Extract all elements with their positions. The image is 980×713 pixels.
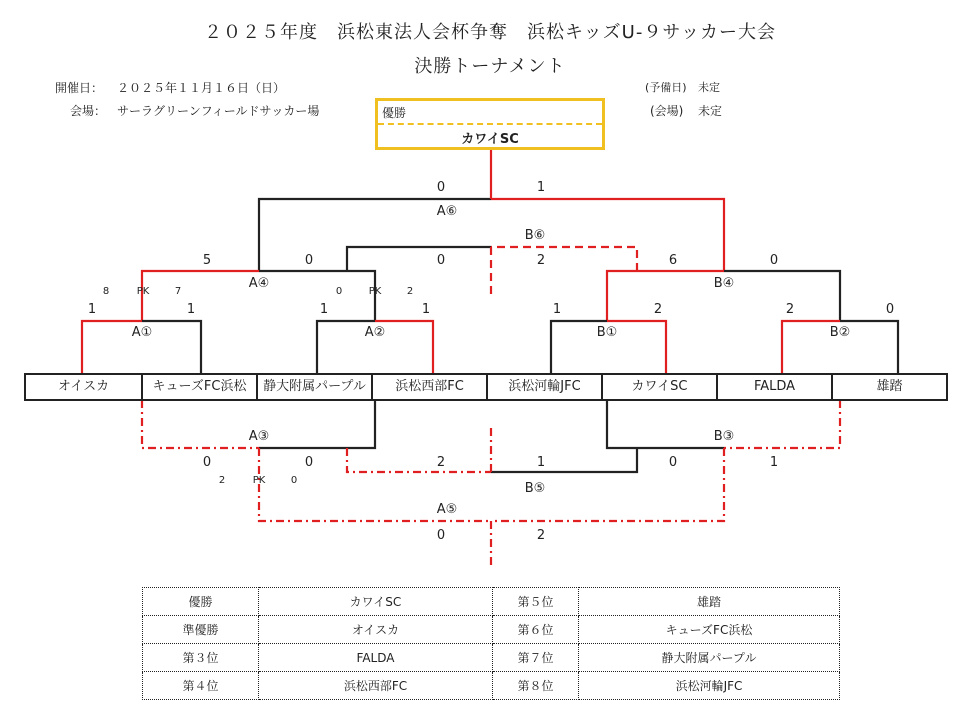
- score-a1-right: 1: [186, 302, 196, 317]
- pk-a1-right: 7: [174, 286, 182, 297]
- venue-label: 会場：: [70, 104, 107, 118]
- pk-a3-label: PK: [252, 475, 266, 486]
- pk-a2-right: 2: [406, 286, 414, 297]
- rank-cell: 第３位: [143, 644, 259, 672]
- score-b1-right: 2: [653, 302, 663, 317]
- score-a6-right: 1: [536, 180, 546, 195]
- match-label-b5: B⑤: [524, 481, 546, 496]
- score-a5-right: 2: [536, 528, 546, 543]
- score-b5-left: 2: [436, 455, 446, 470]
- team-result-cell: 浜松西部FC: [259, 672, 493, 700]
- table-row: [143, 644, 840, 672]
- score-a3-right: 0: [304, 455, 314, 470]
- score-a2-left: 1: [319, 302, 329, 317]
- champion-label: 優勝: [382, 106, 407, 120]
- team-result-cell: オイスカ: [259, 616, 493, 644]
- reserve-date-label: (予備日): [645, 81, 687, 94]
- score-a2-right: 1: [421, 302, 431, 317]
- champion-team: カワイSC: [461, 132, 519, 147]
- date-label: 開催日：: [55, 81, 104, 95]
- rank-cell: 準優勝: [143, 616, 259, 644]
- score-a1-left: 1: [87, 302, 97, 317]
- rank-cell: 第６位: [493, 616, 579, 644]
- score-b3-right: 1: [769, 455, 779, 470]
- line-a3-left: [142, 400, 259, 448]
- line-b5-left: [347, 448, 491, 472]
- pk-a3-right: 0: [290, 475, 298, 486]
- table-row: [143, 588, 840, 616]
- score-a6-left: 0: [436, 180, 446, 195]
- line-b6-left: [347, 247, 491, 271]
- score-b4-left: 6: [668, 253, 678, 268]
- team-cell: 静大附属パープル: [256, 375, 371, 399]
- rank-cell: 優勝: [143, 588, 259, 616]
- page-subtitle: 決勝トーナメント: [414, 56, 566, 77]
- pk-a2-left: 0: [335, 286, 343, 297]
- match-label-a2: A②: [364, 325, 386, 340]
- team-cell: オイスカ: [26, 375, 141, 399]
- rank-cell: 第５位: [493, 588, 579, 616]
- team-cell: 雄踏: [831, 375, 946, 399]
- match-label-a5: A⑤: [436, 502, 458, 517]
- team-result-cell: 浜松河輪JFC: [579, 672, 840, 700]
- team-cell: カワイSC: [601, 375, 716, 399]
- line-b3-right: [724, 400, 840, 448]
- reserve-date-value: 未定: [698, 81, 720, 94]
- line-a4-right: [259, 271, 375, 321]
- score-b6-right: 2: [536, 253, 546, 268]
- date-value: ２０２５年１１月１６日（日）: [117, 81, 286, 95]
- pk-a1-label: PK: [136, 286, 150, 297]
- team-result-cell: 静大附属パープル: [579, 644, 840, 672]
- match-label-b4: B④: [713, 276, 735, 291]
- score-b5-right: 1: [536, 455, 546, 470]
- reserve-venue-value: 未定: [698, 104, 723, 118]
- match-label-a3: A③: [248, 429, 270, 444]
- team-cell: 浜松西部FC: [371, 375, 486, 399]
- score-b2-right: 0: [885, 302, 895, 317]
- match-label-b6: B⑥: [524, 228, 546, 243]
- line-a4-left: [142, 271, 259, 321]
- score-b1-left: 1: [552, 302, 562, 317]
- table-row: [143, 672, 840, 700]
- team-row: [24, 373, 948, 401]
- page-title: ２０２５年度 浜松東法人会杯争奪 浜松キッズU-９サッカー大会: [204, 22, 776, 43]
- match-label-a1: A①: [131, 325, 153, 340]
- line-b4-left: [607, 271, 724, 321]
- match-label-b3: B③: [713, 429, 735, 444]
- score-a5-left: 0: [436, 528, 446, 543]
- champion-divider: [378, 123, 602, 125]
- line-b6-right: [491, 247, 637, 271]
- line-b3-left: [607, 400, 724, 448]
- team-result-cell: FALDA: [259, 644, 493, 672]
- match-label-b1: B①: [596, 325, 618, 340]
- score-b6-left: 0: [436, 253, 446, 268]
- table-row: [143, 616, 840, 644]
- team-result-cell: キューズFC浜松: [579, 616, 840, 644]
- match-label-a4: A④: [248, 276, 270, 291]
- rank-cell: 第７位: [493, 644, 579, 672]
- rank-cell: 第４位: [143, 672, 259, 700]
- team-cell: 浜松河輪JFC: [486, 375, 601, 399]
- score-b4-right: 0: [769, 253, 779, 268]
- rank-cell: 第８位: [493, 672, 579, 700]
- reserve-venue-label: (会場): [650, 104, 684, 118]
- score-a4-right: 0: [304, 253, 314, 268]
- score-a3-left: 0: [202, 455, 212, 470]
- team-result-cell: カワイSC: [259, 588, 493, 616]
- pk-a3-left: 2: [218, 475, 226, 486]
- match-label-a6: A⑥: [436, 204, 458, 219]
- champion-box: [375, 98, 605, 150]
- pk-a2-label: PK: [368, 286, 382, 297]
- score-a4-left: 5: [202, 253, 212, 268]
- line-a3-right: [259, 400, 375, 448]
- line-b5-right: [491, 448, 637, 472]
- team-cell: FALDA: [716, 375, 831, 399]
- venue-value: サーラグリーンフィールドサッカー場: [117, 104, 320, 118]
- team-cell: キューズFC浜松: [141, 375, 256, 399]
- standings-table: [142, 587, 840, 700]
- score-b2-left: 2: [785, 302, 795, 317]
- line-b4-right: [724, 271, 840, 321]
- pk-a1-left: 8: [102, 286, 110, 297]
- score-b3-left: 0: [668, 455, 678, 470]
- team-result-cell: 雄踏: [579, 588, 840, 616]
- match-label-b2: B②: [829, 325, 851, 340]
